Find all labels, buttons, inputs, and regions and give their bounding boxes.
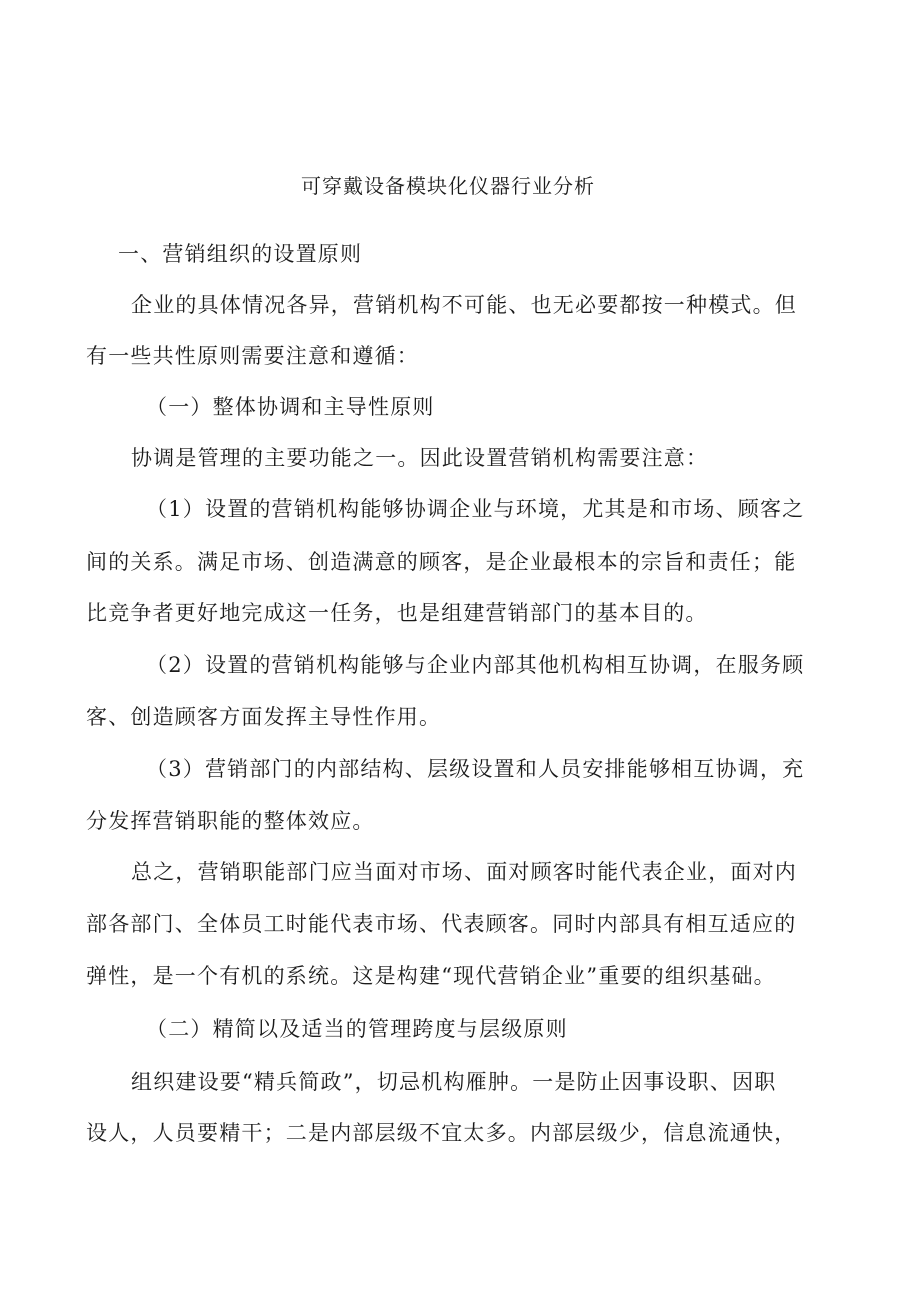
paragraph-line: 弹性，是一个有机的系统。这是构建“现代营销企业”重要的组织基础。: [86, 964, 776, 988]
paragraph-line: 组织建设要“精兵简政”，切忌机构雁肿。一是防止因事设职、因职: [131, 1070, 777, 1094]
paragraph-line: （3）营销部门的内部结构、层级设置和人员安排能够相互协调，充: [146, 757, 805, 781]
section-heading: 一、营销组织的设置原则: [118, 242, 363, 266]
paragraph-line: 协调是管理的主要功能之一。因此设置营销机构需要注意：: [131, 446, 709, 470]
paragraph-line: 比竞争者更好地完成这一任务，也是组建营销部门的基本目的。: [86, 601, 708, 625]
paragraph-line: （1）设置的营销机构能够协调企业与环境，尤其是和市场、顾客之: [146, 497, 805, 521]
document-title: 可穿戴设备模块化仪器行业分析: [301, 174, 595, 198]
paragraph-line: 客、创造顾客方面发挥主导性作用。: [86, 705, 442, 729]
paragraph-line: 部各部门、全体员工时能代表市场、代表顾客。同时内部具有相互适应的: [86, 912, 797, 936]
paragraph-line: 企业的具体情况各异，营销机构不可能、也无必要都按一种模式。但: [131, 293, 797, 317]
paragraph-line: 分发挥营销职能的整体效应。: [86, 809, 375, 833]
paragraph-line: 有一些共性原则需要注意和遵循：: [86, 344, 419, 368]
subsection-heading: （二）精简以及适当的管理跨度与层级原则: [146, 1017, 568, 1041]
paragraph-line: 总之，营销职能部门应当面对市场、面对顾客时能代表企业，面对内: [131, 860, 797, 884]
subsection-heading: （一）整体协调和主导性原则: [146, 395, 435, 419]
paragraph-line: 间的关系。满足市场、创造满意的顾客，是企业最根本的宗旨和责任；能: [86, 550, 797, 574]
paragraph-line: 设人，人员要精干；二是内部层级不宜太多。内部层级少，信息流通快，: [86, 1121, 797, 1145]
paragraph-line: （2）设置的营销机构能够与企业内部其他机构相互协调，在服务顾: [146, 653, 805, 677]
